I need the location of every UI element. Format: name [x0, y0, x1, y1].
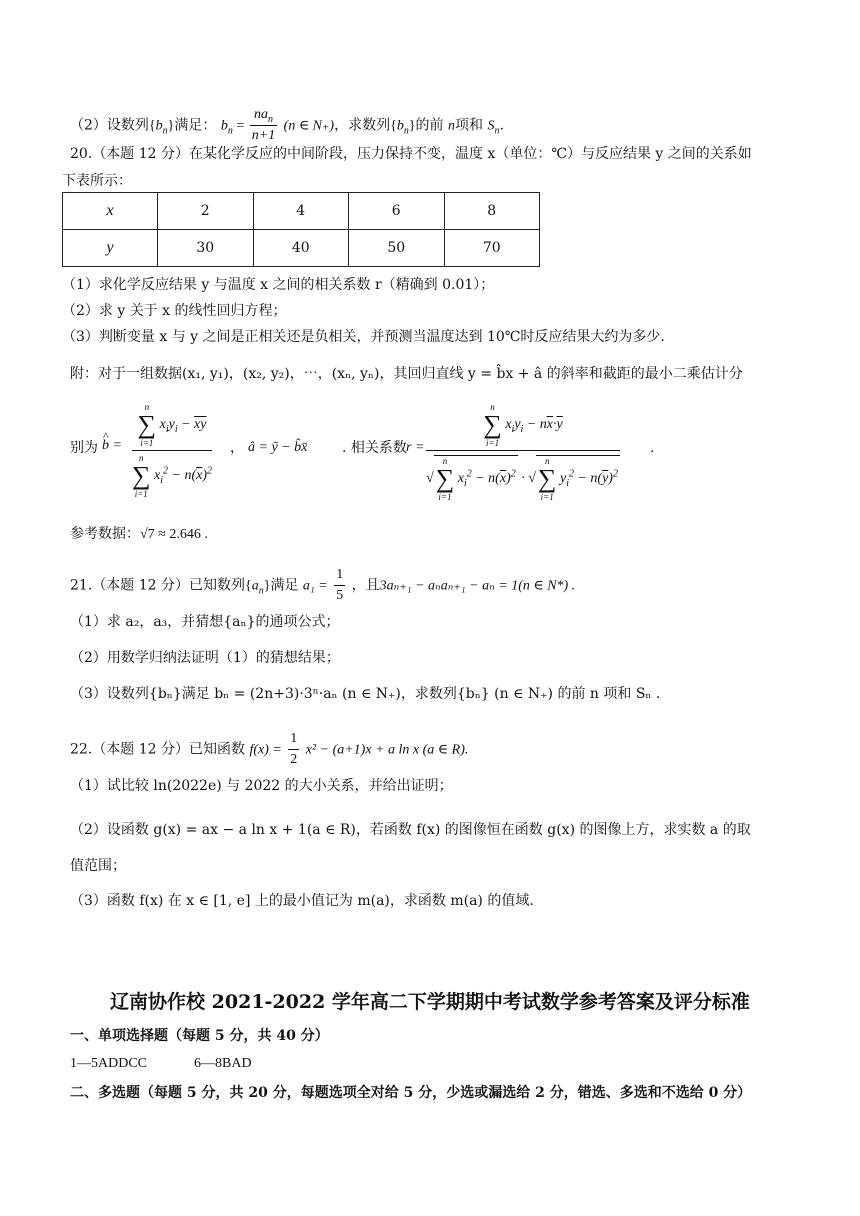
formula-prefix: 别为 — [70, 440, 98, 456]
q21-part1: （1）求 a₂，a₃，并猜想{aₙ}的通项公式； — [70, 614, 340, 630]
answer-choices-2: 6—8BAD — [194, 1056, 252, 1071]
q19-part2: （2）设数列$\{b_n\}$满足： $b_n$ = $\frac{na_n}{n+1}$ (n ∈ N₊)，求数列$\{b_n\}$的前 n项和 $S_n$. — [70, 107, 504, 143]
table-cell: 6 — [349, 193, 445, 230]
q21-part2: （2）用数学归纳法证明（1）的猜想结果； — [70, 650, 340, 666]
table-row — [63, 193, 540, 230]
b-hat-symbol: ^ b = — [102, 436, 122, 456]
q20-appendix: 附：对于一组数据(x₁, y₁)，(x₂, y₂)，⋯，(xₙ, yₙ)，其回归直线 y = b̂x + â 的斜率和截距的最小二乘估计分 — [70, 366, 743, 382]
table-cell: 50 — [349, 230, 445, 267]
q20-part2: （2）求 y 关于 x 的线性回归方程； — [62, 303, 287, 319]
r-fraction: n ∑ i=1 $x_iy_i - n\overline{x}\cdot\overline{y}$ √n ∑ i=1 $x_i^2 - n(\overline{x})^2 \cdot √n$ ∑ i=1 $y_i^2 - n(\overline{y})^2$ — [426, 402, 618, 502]
q20-stem-line1: 20.（本题 12 分）在某化学反应的中间阶段，压力保持不变，温度 x（单位：℃）与反应结果 y 之间的关系如 — [70, 146, 752, 162]
table-row — [63, 230, 540, 267]
b-hat-fraction: n ∑ i=1 $x_iy_i - \overline{x}\overline{y}$ n ∑ i=1 $x_i^2 - n(\overline{x})^2$ — [132, 402, 213, 499]
answer-section1: 一、单项选择题（每题 5 分，共 40 分） — [70, 1028, 329, 1044]
formula-r-label: . 相关系数 — [342, 440, 407, 456]
q20-data-table — [62, 192, 540, 267]
table-cell: 8 — [444, 193, 540, 230]
answer-title: 辽南协作校 2021-2022 学年高二下学期期中考试数学参考答案及评分标准 — [110, 991, 750, 1013]
q22-part2-line1: （2）设函数 g(x) = ax − a ln x + 1(a ∈ R)，若函数 f(x) 的图像恒在函数 g(x) 的图像上方，求实数 a 的取 — [70, 822, 751, 838]
q20-reference-data: 参考数据：√7 ≈ 2.646 . — [70, 526, 208, 542]
a-hat-formula: â = ȳ − b̂x̄ — [248, 440, 308, 455]
q20-part3: （3）判断变量 x 与 y 之间是正相关还是负相关，并预测当温度达到 10℃时反应结果大约为多少. — [62, 329, 665, 345]
q20-stem-line2: 下表所示： — [62, 173, 132, 189]
q21-part3: （3）设数列{bₙ}满足 bₙ = (2n+3)·3ⁿ·aₙ (n ∈ N₊)，求数列{bₙ} (n ∈ N₊) 的前 n 项和 Sₙ . — [70, 686, 661, 702]
q22-stem: 22.（本题 12 分）已知函数 f(x) = $\frac{1}{2}$ x² − (a+1)x + a ln x (a ∈ R). — [70, 731, 469, 767]
q21-fraction: $\frac{1}{5}$ — [336, 567, 344, 603]
r-symbol: r = — [406, 440, 425, 455]
table-head-x: x — [63, 193, 158, 230]
table-cell: 30 — [158, 230, 254, 267]
q22-fraction: $\frac{1}{2}$ — [290, 731, 298, 767]
q19-fraction: $\frac{na_n}{n+1}$ — [251, 107, 276, 143]
answer-section2: 二、多选题（每题 5 分，共 20 分，每题选项全对给 5 分，少选或漏选给 2 分，错选、多选和不选给 0 分） — [70, 1085, 752, 1101]
q21-stem: 21.（本题 12 分）已知数列$\{a_n\}$满足 a₁ = $\frac{1}{5}$ ，且3aₙ₊₁ − aₙaₙ₊₁ − aₙ = 1(n ∈ N*) . — [70, 567, 576, 603]
q22-part1: （1）试比较 ln(2022e) 与 2022 的大小关系，并给出证明； — [70, 778, 453, 794]
q22-part3: （3）函数 f(x) 在 x ∈ [1, e] 上的最小值记为 m(a)，求函数 m(a) 的值域. — [70, 893, 534, 909]
table-cell: 4 — [253, 193, 349, 230]
table-cell: 40 — [253, 230, 349, 267]
table-cell: 2 — [158, 193, 254, 230]
q22-part2-line2: 值范围； — [70, 858, 126, 874]
answer-choices-1: 1—5ADDCC — [70, 1056, 148, 1071]
q20-part1: （1）求化学反应结果 y 与温度 x 之间的相关系数 r（精确到 0.01）； — [62, 277, 495, 293]
table-head-y: y — [63, 230, 158, 267]
table-cell: 70 — [444, 230, 540, 267]
